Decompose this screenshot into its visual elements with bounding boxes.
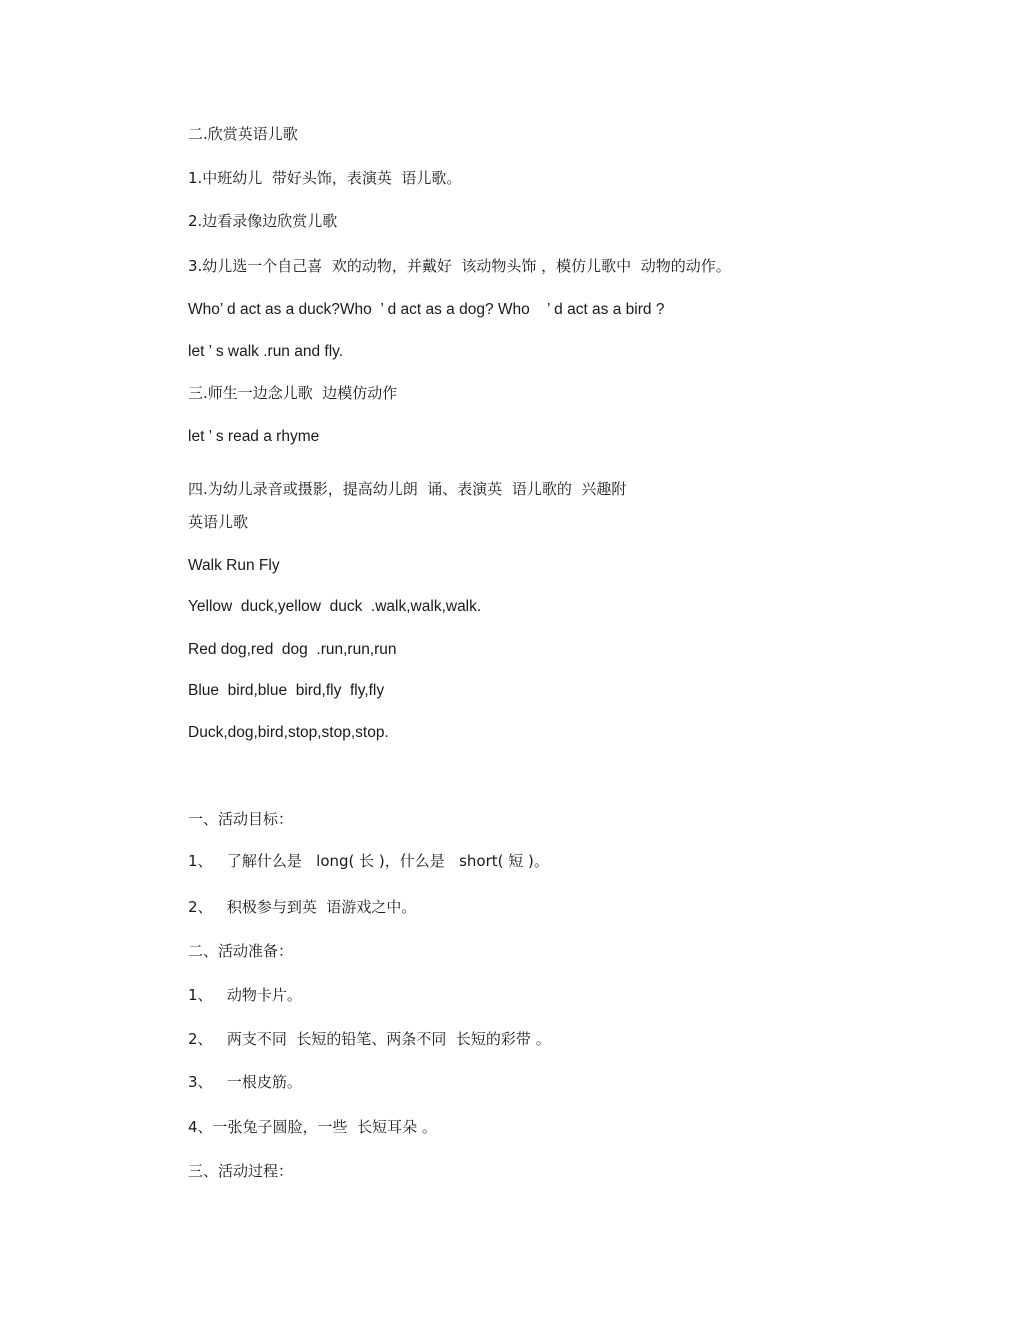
objective-2-text: 2、 积极参与到英 语游戏之中。: [188, 898, 417, 916]
rhyme-heading: 英语儿歌: [188, 513, 249, 531]
preparation-1-text: 1、 动物卡片。: [188, 986, 302, 1004]
rhyme-line-duck: Yellow duck,yellow duck .walk,walk,walk.: [188, 598, 482, 615]
section-heading-teacher-child: 三.师生一边念儿歌 边模仿动作: [188, 384, 398, 402]
english-walk-line: let ’ s walk .run and fly.: [188, 343, 344, 360]
rhyme-line-stop: Duck,dog,bird,stop,stop,stop.: [188, 724, 389, 741]
step-2-text: 2.边看录像边欣赏儿歌: [188, 212, 338, 230]
rhyme-line-bird: Blue bird,blue bird,fly fly,fly: [188, 682, 385, 699]
section-heading-objectives: 一、活动目标：: [188, 810, 294, 828]
rhyme-line-dog: Red dog,red dog .run,run,run: [188, 641, 397, 658]
step-3-text: 3.幼儿选一个自己喜 欢的动物，并戴好 该动物头饰 ，模仿儿歌中 动物的动作。: [188, 257, 731, 275]
section-heading-record: 四.为幼儿录音或摄影，提高幼儿朗 诵、表演英 语儿歌的 兴趣附: [188, 480, 627, 498]
section-heading-enjoy-rhyme: 二.欣赏英语儿歌: [188, 125, 298, 143]
preparation-4-text: 4、一张兔子圆脸，一些 长短耳朵 。: [188, 1118, 437, 1136]
step-1-text: 1.中班幼儿 带好头饰，表演英 语儿歌。: [188, 169, 462, 187]
objective-1-text: 1、 了解什么是 long( 长 )，什么是 short( 短 )。: [188, 852, 549, 870]
english-question-line: Who’ d act as a duck?Who ’ d act as a dog? Who ’ d act as a bird ?: [188, 301, 665, 318]
preparation-2-text: 2、 两支不同 长短的铅笔、两条不同 长短的彩带 。: [188, 1030, 551, 1048]
section-heading-process: 三、活动过程：: [188, 1162, 294, 1180]
preparation-3-text: 3、 一根皮筋。: [188, 1073, 302, 1091]
section-heading-preparation: 二、活动准备：: [188, 942, 294, 960]
english-read-rhyme-line: let ’ s read a rhyme: [188, 428, 320, 445]
rhyme-title: Walk Run Fly: [188, 557, 280, 574]
